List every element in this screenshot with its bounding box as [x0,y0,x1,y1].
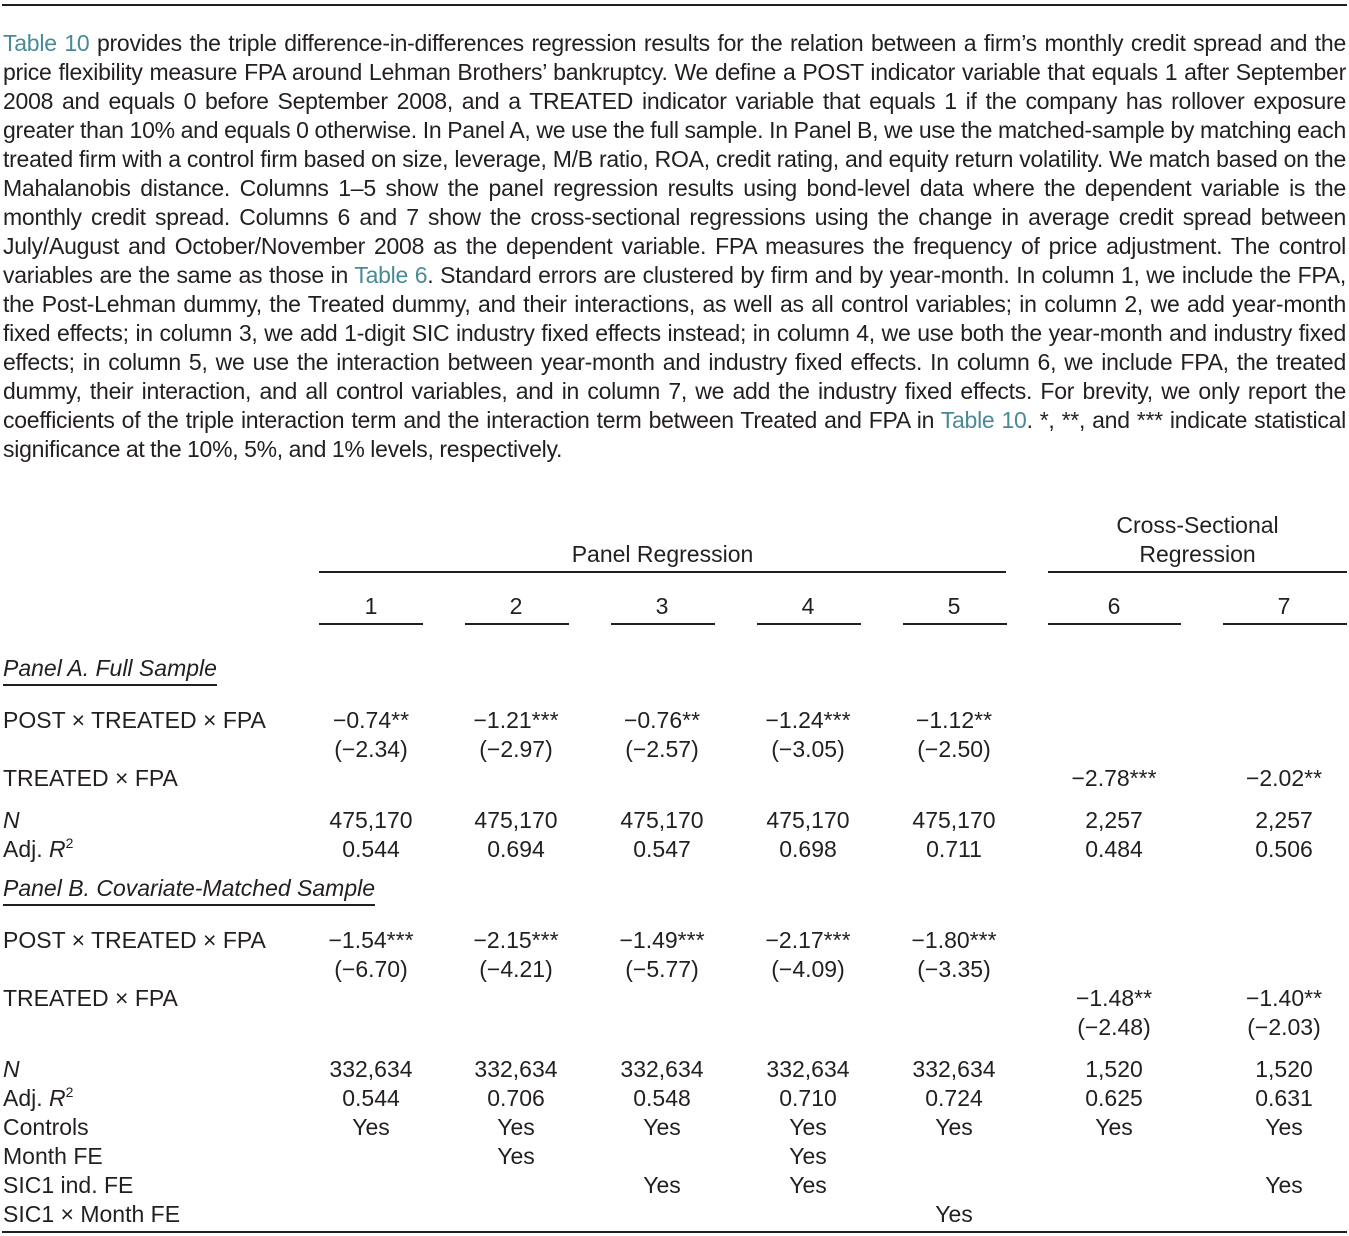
caption-text-3: . *, **, and *** indicate statistical significance at the 10%, 5%, and 1% levels, respectively. [3,407,1347,462]
panel-a-n-col-7: 2,257 [1255,807,1313,833]
panel-b-triple-coef-col-1: −1.54*** [328,927,414,953]
panel-b-title: Panel B. Covariate-Matched Sample [3,874,375,906]
month-fe-col-2: Yes [497,1143,535,1169]
panel-b-n-col-5: 332,634 [912,1056,996,1082]
table-6-link[interactable]: Table 6 [354,262,428,288]
column-header-rule [1223,623,1347,625]
caption-text-2: . Standard errors are clustered by firm and by year-month. In column 1, we include the FPA, the Post-Lehman dummy, the Treated dummy, and their interactions, as well as all control variables; in column 2, we add year-month fixed effects; in column 3, we add 1-digit SIC industry fixed effects instead; in column 4, we use both the year-month and industry fixed effects; in column 5, we use the interaction between year-month and industry fixed effects. In column 6, we include FPA, the treated dummy, their interaction, and all control variables, and in column 7, we add the industry fixed effects. For brevity, we only report the coefficients of the triple interaction term and the interaction term between Treated and FPA in [3,262,1347,433]
regression-header: Regression [1139,541,1256,567]
column-header-rule [611,623,715,625]
panel-a-triple-tstat-col-2: (−2.97) [479,736,553,762]
panel-b-adj-r2-col-2: 0.706 [487,1085,545,1111]
table-bottom-rule [2,1231,1347,1233]
sic-fe-col-7: Yes [1265,1172,1303,1198]
panel-a-triple-tstat-col-4: (−3.05) [771,736,845,762]
panel-b-treated-coef-col-6: −1.48** [1075,985,1153,1011]
panel-b-treated-label: TREATED × FPA [3,985,178,1011]
column-header-rule [465,623,569,625]
table-caption [3,29,1346,464]
panel-a-treated-coef-col-7: −2.02** [1245,765,1323,791]
sic-fe-label: SIC1 ind. FE [3,1172,134,1198]
sic-month-fe-label: SIC1 × Month FE [3,1201,181,1227]
panel-regression-header: Panel Regression [571,541,754,567]
panel-b-n-label: N [3,1056,20,1082]
panel-b-triple-coef-col-2: −2.15*** [473,927,559,953]
controls-label: Controls [3,1114,89,1140]
column-header-6: 6 [1107,593,1121,619]
panel-b-triple-tstat-col-4: (−4.09) [771,956,845,982]
panel-a-triple-coef-col-5: −1.12** [915,707,993,733]
column-header-4: 4 [801,593,815,619]
panel-a-triple-tstat-col-5: (−2.50) [917,736,991,762]
controls-col-7: Yes [1265,1114,1303,1140]
panel-a-n-col-5: 475,170 [912,807,996,833]
panel-b-treated-coef-col-7: −1.40** [1245,985,1323,1011]
panel-b-triple-tstat-col-1: (−6.70) [334,956,408,982]
panel-b-triple-tstat-col-2: (−4.21) [479,956,553,982]
panel-b-adj-r2-col-7: 0.631 [1255,1085,1313,1111]
controls-col-1: Yes [352,1114,390,1140]
panel-b-triple-coef-col-4: −2.17*** [765,927,851,953]
table-10-link[interactable]: Table 10 [3,30,90,56]
panel-b-n-col-7: 1,520 [1255,1056,1313,1082]
panel-b-adj-r2-col-3: 0.548 [633,1085,691,1111]
column-header-3: 3 [655,593,669,619]
panel-b-adj-r2-col-5: 0.724 [925,1085,983,1111]
panel-b-triple-label: POST × TREATED × FPA [3,927,266,953]
panel-b-n-col-4: 332,634 [766,1056,850,1082]
month-fe-col-4: Yes [789,1143,827,1169]
controls-col-6: Yes [1095,1114,1133,1140]
caption-text-1: provides the triple difference-in-differences regression results for the relation between a firm’s monthly credit spread and the price flexibility measure FPA around Lehman Brothers’ bankruptcy. We define a POST indicator variable that equals 1 after September 2008 and equals 0 before September 2008, and a TREATED indicator variable that equals 1 if the company has rollover exposure greater than 10% and equals 0 otherwise. In Panel A, we use the full sample. In Panel B, we use the matched-sample by matching each treated firm with a control firm based on size, leverage, M/B ratio, ROA, credit rating, and equity return volatility. We match based on the Mahalanobis distance. Columns 1–5 show the panel regression results using bond-level data where the dependent variable is the monthly credit spread. Columns 6 and 7 show the cross-sectional regressions using the change in average credit spread between July/August and October/November 2008 as the dependent variable. FPA measures the frequency of price adjustment. The control variables are the same as those in [3,30,1346,288]
panel-a-n-col-2: 475,170 [474,807,558,833]
panel-b-n-col-3: 332,634 [620,1056,704,1082]
panel-a-n-col-1: 475,170 [329,807,413,833]
column-header-rule [319,623,423,625]
panel-b-adj-r2-col-4: 0.710 [779,1085,837,1111]
controls-col-3: Yes [643,1114,681,1140]
panel-b-triple-coef-col-5: −1.80*** [911,927,997,953]
panel-a-triple-coef-col-4: −1.24*** [765,707,851,733]
panel-b-adj-r2-col-1: 0.544 [342,1085,400,1111]
column-header-rule [1048,623,1181,625]
table-10-link[interactable]: Table 10 [940,407,1027,433]
column-header-rule [903,623,1007,625]
cross-sectional-rule [1048,571,1347,573]
table-top-rule [2,4,1347,6]
panel-b-r2-label: Adj. $R^2$ [3,1084,74,1111]
sic-fe-col-3: Yes [643,1172,681,1198]
panel-a-n-col-4: 475,170 [766,807,850,833]
panel-b-treated-tstat-col-7: (−2.03) [1247,1014,1321,1040]
panel-a-r2-label: Adj. $R^2$ [3,835,74,862]
panel-b-triple-tstat-col-5: (−3.35) [917,956,991,982]
column-header-rule [757,623,861,625]
panel-a-adj-r2-col-1: 0.544 [342,836,400,862]
column-header-5: 5 [947,593,961,619]
column-header-7: 7 [1277,593,1291,619]
panel-a-n-label: N [3,807,20,833]
panel-a-triple-tstat-col-3: (−2.57) [625,736,699,762]
panel-b-triple-coef-col-3: −1.49*** [619,927,705,953]
panel-a-adj-r2-col-6: 0.484 [1085,836,1143,862]
sic-fe-col-4: Yes [789,1172,827,1198]
panel-a-triple-coef-col-1: −0.74** [332,707,410,733]
month-fe-label: Month FE [3,1143,103,1169]
cross-sectional-header: Cross-Sectional [1116,512,1279,538]
panel-a-triple-coef-col-2: −1.21*** [473,707,559,733]
panel-b-n-col-6: 1,520 [1085,1056,1143,1082]
panel-a-triple-coef-col-3: −0.76** [623,707,701,733]
panel-b-n-col-1: 332,634 [329,1056,413,1082]
column-header-1: 1 [364,593,378,619]
panel-a-n-col-3: 475,170 [620,807,704,833]
controls-col-4: Yes [789,1114,827,1140]
panel-regression-rule [319,571,1006,573]
panel-a-adj-r2-col-7: 0.506 [1255,836,1313,862]
controls-col-5: Yes [935,1114,973,1140]
panel-a-title: Panel A. Full Sample [3,654,217,686]
panel-a-adj-r2-col-5: 0.711 [926,836,982,862]
panel-a-adj-r2-col-2: 0.694 [487,836,545,862]
panel-a-treated-coef-col-6: −2.78*** [1071,765,1157,791]
controls-col-2: Yes [497,1114,535,1140]
panel-a-triple-label: POST × TREATED × FPA [3,707,266,733]
panel-a-adj-r2-col-3: 0.547 [633,836,691,862]
column-header-2: 2 [509,593,523,619]
sic-month-fe-col-5: Yes [935,1201,973,1227]
panel-a-treated-label: TREATED × FPA [3,765,178,791]
panel-b-treated-tstat-col-6: (−2.48) [1077,1014,1151,1040]
panel-a-n-col-6: 2,257 [1085,807,1143,833]
panel-a-triple-tstat-col-1: (−2.34) [334,736,408,762]
panel-b-adj-r2-col-6: 0.625 [1085,1085,1143,1111]
panel-b-triple-tstat-col-3: (−5.77) [625,956,699,982]
panel-a-adj-r2-col-4: 0.698 [779,836,837,862]
panel-b-n-col-2: 332,634 [474,1056,558,1082]
